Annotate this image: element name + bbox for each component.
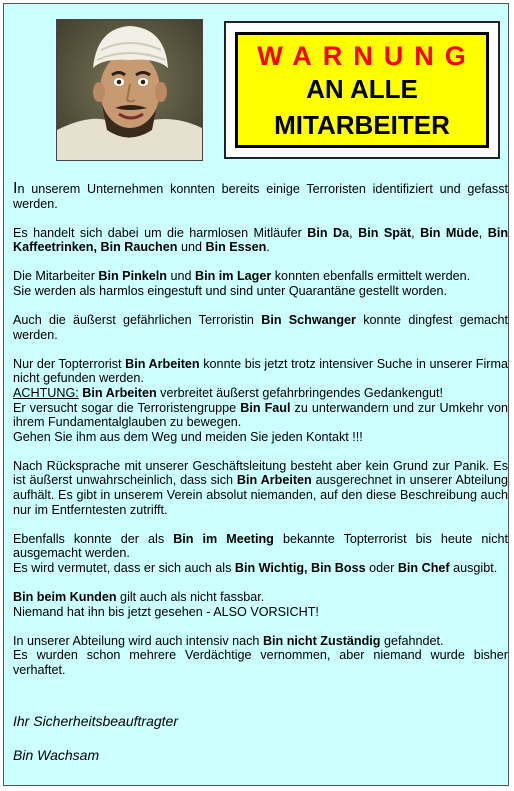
- text: und: [177, 240, 206, 255]
- name-bold: Bin beim Kunden: [13, 589, 117, 604]
- text: ,: [349, 225, 359, 240]
- text: ausgibt.: [449, 560, 498, 575]
- paragraph-mitlaeufer: [13, 226, 508, 255]
- signature-name: Bin Wachsam: [13, 747, 100, 763]
- text: oder: [365, 560, 398, 575]
- paragraph-geschaeftsleitung: [13, 459, 508, 517]
- text: Ebenfalls konnte der als: [13, 531, 174, 546]
- text: Es wurden schon mehrere Verdächtige vernommen, aber niemand wurde bisher verhaftet.: [13, 648, 508, 677]
- name-bold: Bin im Meeting: [173, 531, 274, 546]
- name-bold: Bin Arbeiten: [82, 385, 157, 400]
- paragraph-intro: [13, 182, 508, 211]
- text: ,: [478, 225, 488, 240]
- name-bold: Bin nicht Zuständig: [262, 633, 381, 648]
- paragraph-text: n unserem Unternehmen konnten bereits einige Terroristen identifiziert und gefasst werden.: [13, 182, 508, 211]
- paragraph-topterrorist: [13, 357, 508, 445]
- text: konnte bis jetzt trotz intensiver Suche in unserer Firma nicht gefunden werden.: [13, 356, 508, 386]
- text: verbreitet äußerst gefahrbringendes Gedankengut!: [156, 385, 444, 400]
- text: und: [166, 269, 195, 284]
- text: Sie werden als harmlos eingestuft und sind unter Quarantäne gestellt worden.: [13, 283, 448, 298]
- text: Er versucht sogar die Terroristengruppe: [13, 400, 241, 415]
- text: Nur der Topterrorist: [13, 356, 126, 371]
- achtung-label: ACHTUNG:: [13, 385, 79, 400]
- drop-letter: I: [13, 180, 18, 197]
- warning-sign-panel: [235, 32, 489, 148]
- signature-title: Ihr Sicherheitsbeauftragter: [13, 713, 178, 729]
- name-bold: Bin Pinkeln: [98, 269, 167, 284]
- paragraph-meeting: [13, 532, 508, 576]
- text: Niemand hat ihn bis jetzt gesehen - ALSO VORSICHT!: [13, 604, 319, 619]
- paragraph-quarantaene: [13, 269, 508, 298]
- text: gefahndet.: [380, 633, 444, 648]
- text: zu unterwandern und zur Umkehr von ihrem Fundamentalglauben zu bewegen.: [13, 400, 508, 430]
- text: konnte dingfest gemacht werden.: [13, 313, 508, 342]
- text: In unserer Abteilung wird auch intensiv nach: [13, 633, 263, 648]
- text: Nach Rücksprache mit unserer Geschäftsleitung besteht aber kein Grund zur Panik. Es ist äußerst unwahrscheinlich, dass sich: [13, 458, 508, 488]
- portrait-illustration: [57, 20, 202, 160]
- name-bold: Bin Kaffeetrinken, Bin Rauchen: [13, 225, 509, 255]
- text: Gehen Sie ihm aus dem Weg und meiden Sie jeden Kontakt !!!: [13, 429, 363, 444]
- text: .: [266, 240, 270, 255]
- text: bekannte Topterrorist bis heute nicht ausgemacht werden.: [13, 531, 509, 561]
- name-bold: Bin Spät: [358, 225, 412, 240]
- text: Es wird vermutet, dass er sich auch als: [13, 560, 235, 575]
- name-bold: Bin Chef: [397, 560, 450, 575]
- name-bold: Bin Da: [307, 225, 350, 240]
- name-bold: Bin Arbeiten: [125, 356, 200, 371]
- text: Es handelt sich dabei um die harmlosen Mitläufer: [13, 225, 308, 240]
- text: ,: [411, 225, 421, 240]
- text: Die Mitarbeiter: [13, 269, 99, 284]
- text: gilt auch als nicht fassbar.: [116, 589, 265, 604]
- paragraph-zustaendig: [13, 634, 508, 678]
- name-bold: Bin Müde: [420, 225, 479, 240]
- warning-heading: WARNUNG: [257, 41, 477, 71]
- notice-page: [3, 3, 509, 786]
- warning-audience: MITARBEITER: [274, 110, 450, 140]
- portrait-photo: [56, 19, 203, 161]
- paragraph-schwanger: [13, 313, 508, 342]
- warning-sign: [224, 21, 500, 159]
- text: konnten ebenfalls ermittelt werden.: [271, 269, 471, 284]
- warning-subheading: AN ALLE: [306, 74, 418, 104]
- name-bold: Bin im Lager: [194, 269, 272, 284]
- name-bold: Bin Faul: [240, 400, 291, 415]
- notice-body: [13, 182, 508, 692]
- text: ausgerechnet in unserer Abteilung aufhält. Es gibt in unserem Verein absolut niemanden, auf den diese Beschreibung auch nur im Entferntesten zutrifft.: [13, 473, 508, 517]
- name-bold: Bin Arbeiten: [236, 473, 312, 488]
- paragraph-kunden: [13, 590, 508, 619]
- text: Auch die äußerst gefährlichen Terroristin: [13, 313, 262, 328]
- name-bold: Bin Schwanger: [261, 313, 356, 328]
- name-bold: Bin Essen: [205, 240, 267, 255]
- name-bold: Bin Wichtig, Bin Boss: [234, 560, 366, 575]
